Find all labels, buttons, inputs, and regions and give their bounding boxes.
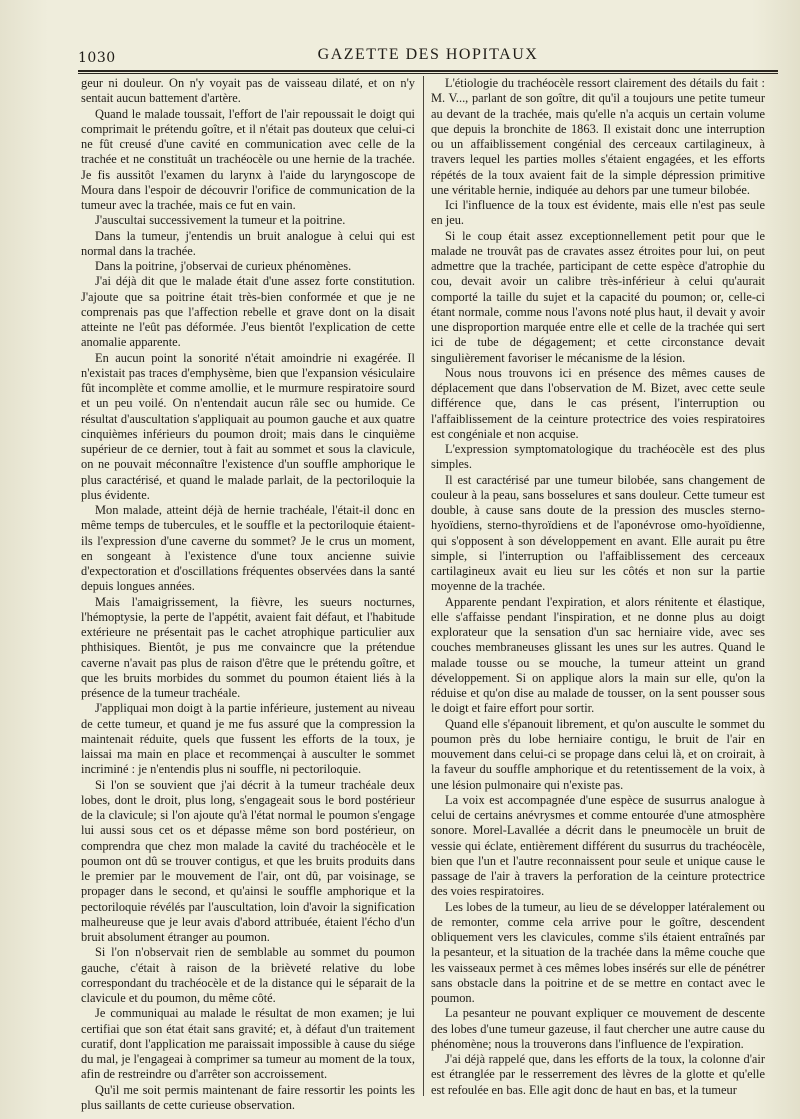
paragraph: L'étiologie du trachéocèle ressort clairement des détails du fait : M. V..., parlant de son goître, dit qu'il a toujours une petite tumeur au devant de la trachée, mais qu'elle n'a acquis un certain volume que depuis la bronchite de 1863. Il existait donc une interruption ou un affaiblissement congénial des cerceaux cartilagineux, à travers lequel les parties molles s'étaient engagées, et les efforts répétés de la toux avaient fait de la simple dépression primitive une véritable hernie, indiquée au dehors par une tumeur bilobée. <box>431 76 765 197</box>
paragraph: L'expression symptomatologique du trachéocèle est des plus simples. <box>431 442 765 472</box>
paragraph: J'ai déjà rappelé que, dans les efforts de la toux, la colonne d'air est étranglée par le resserrement des lèvres de la glotte et qu'elle est refoulée en bas. Elle agit donc de haut en bas, et la tumeur <box>431 1052 765 1097</box>
paragraph: En aucun point la sonorité n'était amoindrie ni exagérée. Il n'existait pas traces d'emphysème, bien que l'expansion vésiculaire fût incomplète et comme amollie, et le murmure respiratoire sourd et un peu voilé. On n'entendait aucun râle sec ou humide. Ce résultat d'auscultation s'appliquait au poumon gauche et aux quatre cinquièmes inférieurs du poumon droit; mais dans le cinquième supérieur de ce dernier, tout à fait au sommet et sous la clavicule, on ne pouvait méconnaître l'existence d'un souffle amphorique le plus caractérisé, et quand le malade parlait, de la pectoriloquie la plus évidente. <box>81 350 415 502</box>
journal-title: GAZETTE DES HOPITAUX <box>317 46 539 63</box>
paragraph: Mon malade, atteint déjà de hernie trachéale, l'était-il donc en même temps de tubercules, et le souffle et la pectoriloquie étaient-ils l'expression d'une caverne du sommet? Je le crus un moment, en songeant à l'existence d'une toux ancienne suivie d'expectoration et d'oscillations fréquentes observées dans la santé depuis longues années. <box>81 503 415 594</box>
paragraph: Mais l'amaigrissement, la fièvre, les sueurs nocturnes, l'hémoptysie, la perte de l'appétit, avaient fait défaut, et l'habitude extérieure ne présentait pas le cachet atrophique particulier aux phthisiques. Bientôt, je pus me convaincre que la prétendue caverne n'avait pas plus de raison d'être que le prétendu goître, et que les bruits morbides du sommet du poumon étaient liés à la présence de la tumeur trachéale. <box>81 594 415 700</box>
paragraph: Dans la poitrine, j'observai de curieux phénomènes. <box>95 259 352 273</box>
column-divider <box>423 76 424 1096</box>
paragraph: Si l'on n'observait rien de semblable au sommet du poumon gauche, c'était à raison de la brièveté relative du lobe correspondant du trachéocèle et de la distance qui le séparait de la clavicule et du poumon, du même côté. <box>81 945 415 1005</box>
paragraph: La voix est accompagnée d'une espèce de susurrus analogue à celui de certains anévrysmes et comme entourée d'une atmosphère sonore. Morel-Lavallée a décrit dans le pneumocèle un bruit de vessie qui éclate, entièrement différent du susurrus du trachéocèle, bien que l'un et l'autre reconnaissent pour seule et unique cause le passage de l'air à travers la perforation de la ceinture protectrice des voies respiratoires. <box>431 792 765 899</box>
paragraph: J'auscultai successivement la tumeur et la poitrine. <box>95 213 346 228</box>
header-rule-thin <box>78 73 778 74</box>
paragraph: Qu'il me soit permis maintenant de faire ressortir les points les plus saillants de cette curieuse observation. <box>81 1082 415 1112</box>
paragraph: Quand le malade toussait, l'effort de l'air repoussait le doigt qui comprimait le prétendu goître, et il n'était pas douteux que celui-ci ne fût creusé d'une cavité en communication avec celle de la trachée et ne constituât un trachéocèle ou une hernie de la trachée. Je fis aussitôt l'examen du larynx à l'aide du laryngoscope de Moura dans l'espoir de découvrir l'orifice de communication de la tumeur avec la trachée, mais ce fut en vain. <box>81 106 415 212</box>
paragraph: Si le coup était assez exceptionnellement petit pour que le malade ne trouvât pas de cravates assez étroites pour lui, on peut admettre que la trachée, participant de cette espèce d'atrophie du cou, devait avoir un calibre très-inférieur à celui qu'aurait comporté la taille du sujet et la capacité du poumon; or, celle-ci étant normale, comme nous l'avons noté plus haut, il devait y avoir une disproportion marquée entre elle et celle de la trachée qui sert ici de tube de dégagement; et cette circonstance devait singulièrement favoriser le mécanisme de la lésion. <box>431 228 765 365</box>
paragraph: Il est caractérisé par une tumeur bilobée, sans changement de couleur à la peau, sans bosselures et sans douleur. Cette tumeur est double, à cause sans doute de la pression des muscles sterno-hyoïdiens, sterno-thyroïdiens et de l'aponévrose omo-hyoïdienne, qui s'opposent à son développement en avant. Elle aurait pu être simple, si l'interruption ou l'affaiblissement des cerceaux cartilagineux avait eu lieu sur les côtés et non sur la partie moyenne de la trachée. <box>431 472 765 594</box>
paragraph: Apparente pendant l'expiration, et alors rénitente et élastique, elle s'affaisse pendant l'inspiration, et ne donne plus au doigt explorateur que la sensation d'un sac herniaire vide, avec ses couches membraneuses glissant les unes sur les autres. Quand le malade tousse ou se mouche, la tumeur atteint un grand développement. Si on applique alors la main sur elle, qu'on la réduise et qu'on dise au malade de tousser, on la sent pousser sous le doigt et faire effort pour sortir. <box>431 594 765 716</box>
paragraph: J'appliquai mon doigt à la partie inférieure, justement au niveau de cette tumeur, et quand je me fus assuré que la compression la maintenait réduite, quels que fussent les efforts de la toux, je laissai ma main en place et recommençai à ausculter le sommet incriminé : je n'entendis plus ni souffle, ni pectoriloquie. <box>81 701 415 777</box>
header-rule <box>78 70 778 72</box>
paragraph: Dans la tumeur, j'entendis un bruit analogue à celui qui est normal dans la trachée. <box>81 228 415 258</box>
page-header <box>78 46 778 68</box>
paragraph: Je communiquai au malade le résultat de mon examen; je lui certifiai que son état était sans gravité; et, à défaut d'un traitement curatif, dont l'application me paraissait impossible à cause du siége du mal, je l'engageai à comprimer sa tumeur au moment de la toux, afin de restreindre ou d'arrêter son accroissement. <box>81 1006 415 1082</box>
paragraph: J'ai déjà dit que le malade était d'une assez forte constitution. J'ajoute que sa poitrine était très-bien conformée et que je ne comprenais pas que l'affection rebelle et grave dont on la disait atteinte ne l'eût pas déformée. J'eus bientôt l'explication de cette anomalie apparente. <box>81 274 415 350</box>
paragraph: Ici l'influence de la toux est évidente, mais elle n'est pas seule en jeu. <box>431 198 765 228</box>
paragraph: La pesanteur ne pouvant expliquer ce mouvement de descente des lobes d'une tumeur gazeuse, il faut chercher une autre cause du phénomène; nous la trouverons dans l'influence de l'expiration. <box>431 1006 765 1051</box>
paragraph: Quand elle s'épanouit librement, et qu'on ausculte le sommet du poumon près du lobe herniaire contigu, le bruit de l'air en mouvement dans celui-ci se propage dans celui là, et on croirait, à la faveur du souffle amphorique et du retentissement de la voix, à une lésion pulmonaire qui n'existe pas. <box>431 716 765 792</box>
paragraph: Nous nous trouvons ici en présence des mêmes causes de déplacement que dans l'observation de M. Bizet, avec cette seule différence que, dans le cas présent, l'interruption ou l'affaiblissement de la ceinture protectrice des voies respiratoires est congéniale et non acquise. <box>431 365 765 441</box>
paragraph: geur ni douleur. On n'y voyait pas de vaisseau dilaté, et on n'y sentait aucun battement d'artère. <box>81 76 415 106</box>
right-column <box>431 76 765 1098</box>
paragraph: Les lobes de la tumeur, au lieu de se développer latéralement ou de remonter, comme cela arrive pour le goître, descendent obliquement vers les clavicules, comme s'ils étaient entraînés par la pesanteur, et la situation de la trachée dans la même couche que les vaisseaux permet à ces mêmes lobes insérés sur elle de pénétrer sans obstacle dans la poitrine et de se mettre en contact avec le poumon. <box>431 899 765 1005</box>
page-number: 1030 <box>78 50 116 66</box>
left-column <box>81 76 415 1113</box>
paragraph: Si l'on se souvient que j'ai décrit à la tumeur trachéale deux lobes, dont le droit, plus long, s'engageait sous le bord postérieur de la clavicule; si l'on ajoute qu'à l'état normal le poumon s'engage lui aussi sous cet os et dépasse même son bord postérieur, on comprendra que chez mon malade la cavité du trachéocèle et le poumon ont dû se trouver contigus, et que les bruits produits dans le premier par le mouvement de l'air, ont dû, par voisinage, se propager dans le second, et qu'ainsi le souffle amphorique et la pectoriloquie révélés par l'auscultation, loin d'avoir la signification malheureuse que je leur avais d'abord attribuée, étaient l'écho d'un bruit absolument étranger au poumon. <box>81 777 415 944</box>
